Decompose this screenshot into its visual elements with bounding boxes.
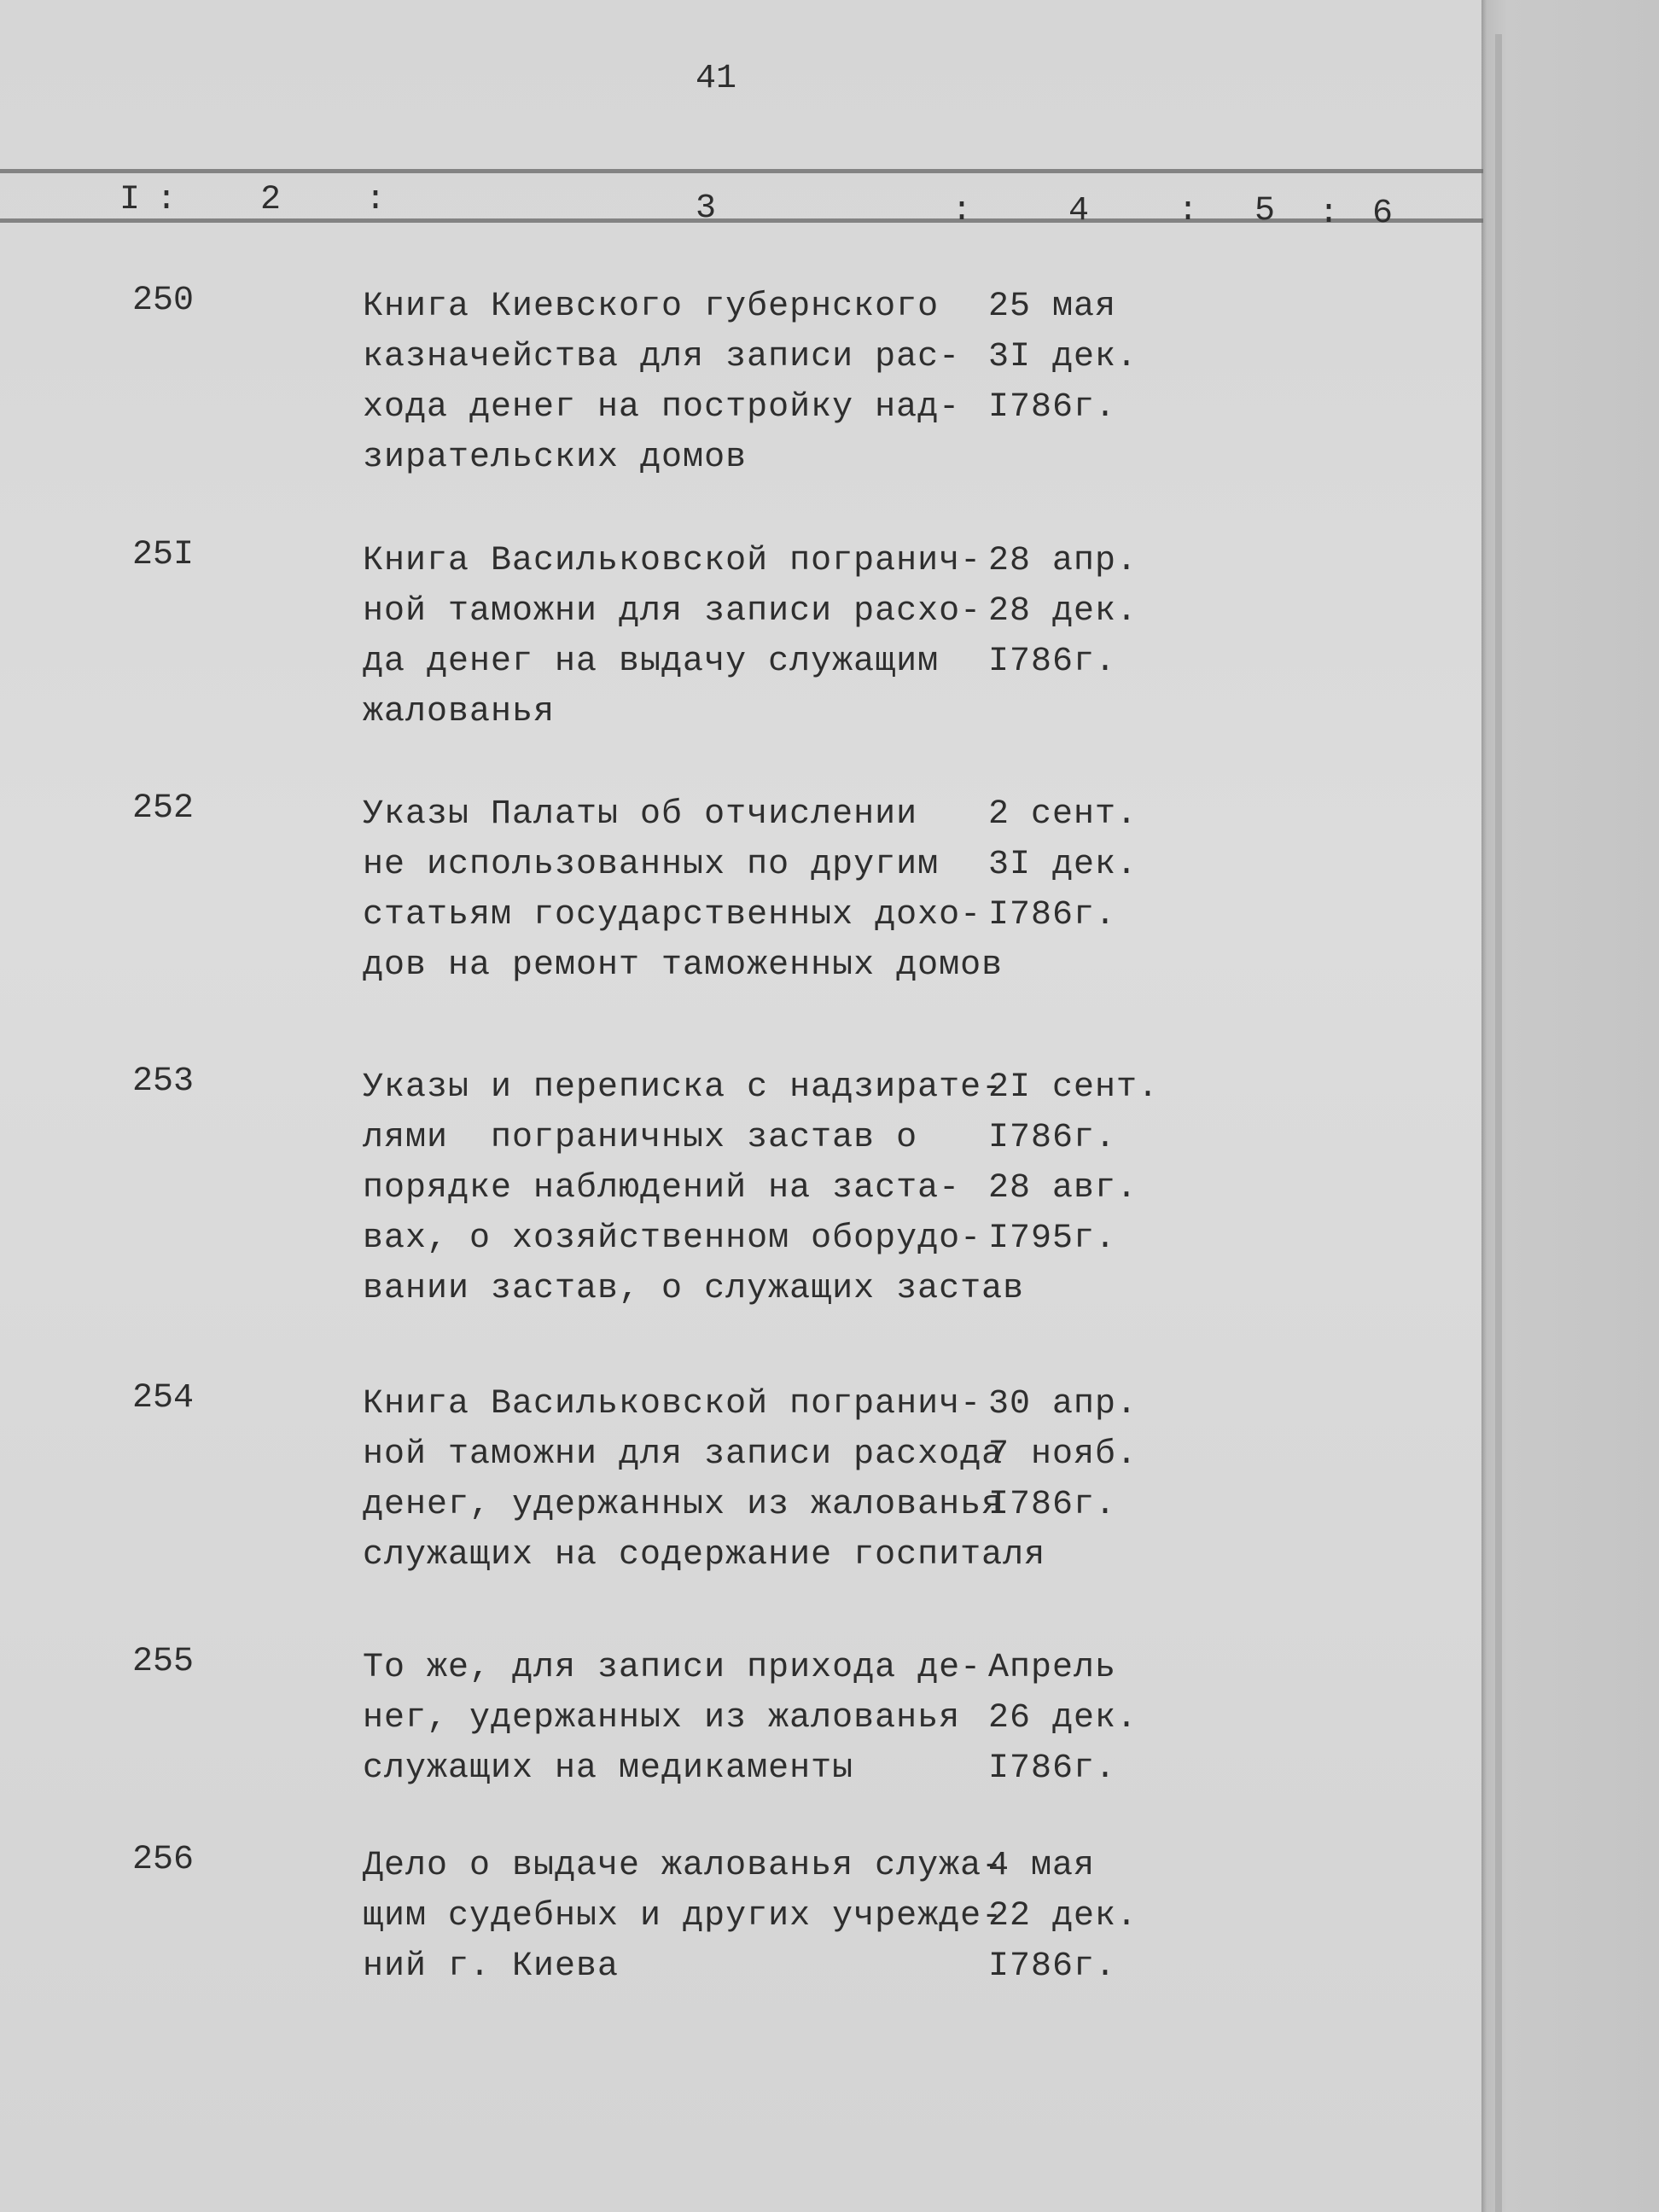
page-number: 41 [696,60,737,98]
entry-number: 250 [132,282,195,320]
column-header-1: I [119,181,141,219]
column-header-6: 6 [1372,195,1394,233]
entry-description [363,282,960,483]
date-line: I786г. [988,1486,1117,1524]
date-line: 3I дек. [988,846,1138,884]
date-line: 2I сент. [988,1068,1160,1107]
date-line: I786г. [988,643,1117,681]
date-line: I786г. [988,1947,1117,1986]
description-line: порядке наблюдений на заста- [363,1169,961,1208]
column-header-3: 3 [696,189,717,228]
date-line: I786г. [988,388,1117,427]
description-line: Книга Киевского губернского [363,288,940,326]
entry-description [363,1643,981,1794]
entry-number: 256 [132,1841,195,1879]
description-line: да денег на выдачу служащим [363,643,940,681]
date-line: Апрель [988,1649,1117,1687]
date-line: 28 апр. [988,542,1138,580]
description-line: ной таможни для записи расхо- [363,592,982,631]
date-line: 7 нояб. [988,1435,1138,1474]
header-rule-top [0,169,1483,173]
description-line: денег, удержанных из жалованья [363,1486,1004,1524]
entry-number: 254 [132,1379,195,1417]
column-separator: : [952,192,973,230]
date-line: 25 мая [988,288,1117,326]
entry-description [363,1841,1003,1992]
entry-description [363,536,981,737]
entry-dates [988,1062,1159,1264]
column-header-2: 2 [260,181,282,219]
date-line: 30 апр. [988,1385,1138,1423]
page-edge [1481,0,1659,2212]
entry-dates [988,536,1138,687]
description-line: статьям государственных дохо- [363,896,982,934]
description-line: щим судебных и других учрежде- [363,1897,1004,1936]
entry-description [363,1379,1045,1580]
column-separator: : [1318,195,1340,233]
description-line: жалованья [363,693,556,731]
column-separator: : [156,181,178,219]
date-line: 28 авг. [988,1169,1138,1208]
description-line: ний г. Киева [363,1947,620,1986]
entry-dates [988,789,1138,940]
column-header-5: 5 [1254,192,1276,230]
description-line: казначейства для записи рас- [363,338,961,376]
entry-dates [988,1841,1138,1992]
entry-description [363,1062,1024,1314]
entry-dates [988,282,1138,433]
description-line: служащих на содержание госпиталя [363,1536,1046,1575]
description-line: нег, удержанных из жалованья [363,1699,961,1738]
column-header-4: 4 [1068,192,1090,230]
date-line: I786г. [988,1119,1117,1157]
description-line: хода денег на постройку над- [363,388,961,427]
column-separator: : [365,181,387,219]
description-line: вании застав, о служащих застав [363,1270,1025,1308]
date-line: 22 дек. [988,1897,1138,1936]
date-line: 2 сент. [988,795,1138,834]
entry-number: 255 [132,1643,195,1681]
description-line: дов на ремонт таможенных домов [363,946,1004,985]
description-line: Указы и переписка с надзирате- [363,1068,1004,1107]
date-line: 26 дек. [988,1699,1138,1738]
entry-number: 253 [132,1062,195,1101]
date-line: 28 дек. [988,592,1138,631]
entry-dates [988,1643,1138,1794]
description-line: То же, для записи прихода де- [363,1649,982,1687]
entry-description [363,789,1003,991]
description-line: ной таможни для записи расхода [363,1435,1004,1474]
description-line: вах, о хозяйственном оборудо- [363,1220,982,1258]
date-line: 4 мая [988,1847,1096,1885]
description-line: Книга Васильковской погранич- [363,542,982,580]
date-line: I795г. [988,1220,1117,1258]
description-line: Указы Палаты об отчислении [363,795,918,834]
entry-number: 252 [132,789,195,828]
date-line: I786г. [988,896,1117,934]
description-line: Дело о выдаче жалованья служа- [363,1847,1004,1885]
entry-number: 25I [132,536,195,574]
description-line: зирательских домов [363,439,748,477]
page-edge-line [1495,34,1502,2212]
description-line: не использованных по другим [363,846,940,884]
description-line: Книга Васильковской погранич- [363,1385,982,1423]
description-line: служащих на медикаменты [363,1749,854,1788]
date-line: 3I дек. [988,338,1138,376]
column-separator: : [1178,192,1199,230]
description-line: лями пограничных застав о [363,1119,918,1157]
date-line: I786г. [988,1749,1117,1788]
entry-dates [988,1379,1138,1530]
